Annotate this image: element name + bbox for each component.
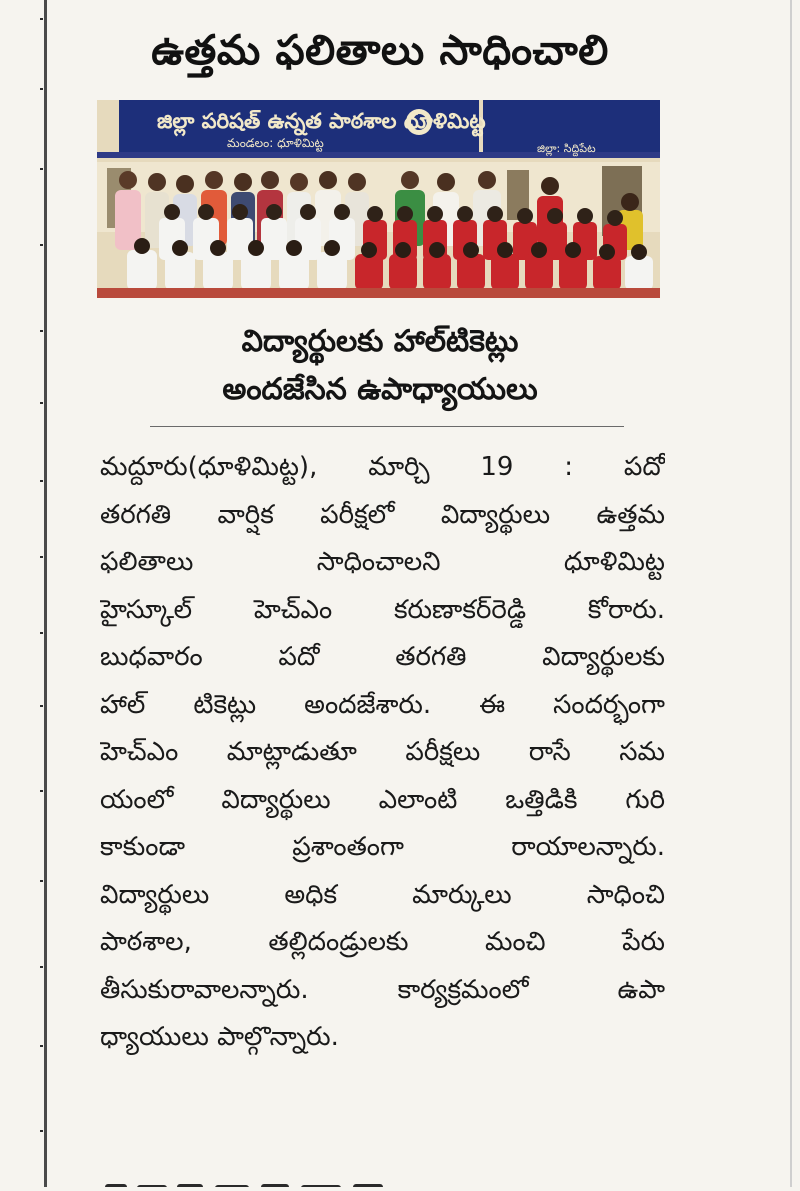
body-line: తీసుకురావాలన్నారు. కార్యక్రమంలో ఉపా	[100, 974, 665, 1005]
banner-left-title: జిల్లా పరిషత్ ఉన్నత పాఠశాల ధూళిమిట్ట	[157, 109, 486, 133]
body-line: హాల్ టికెట్లు అందజేశారు. ఈ సందర్భంగా	[100, 689, 665, 720]
body-line: విద్యార్థులు అధిక మార్కులు సాధించి	[100, 879, 665, 910]
next-article-fragment	[97, 1176, 417, 1187]
body-line: హెచ్‌ఎం మాట్లాడుతూ పరీక్షలు రాసే సమ	[100, 737, 665, 767]
adjacent-column-edge	[0, 0, 44, 1187]
column-rule-left	[44, 0, 47, 1187]
body-line: బుధవారం పదో తరగతి విద్యార్థులకు	[100, 642, 665, 672]
body-line: పాఠశాల, తల్లిదండ్రులకు మంచి పేరు	[100, 927, 665, 957]
body-line: ధ్యాయులు పాల్గొన్నారు.	[100, 1022, 339, 1052]
body-line: హైస్కూల్ హెచ్‌ఎం కరుణాకర్‌రెడ్డి కోరారు.	[100, 594, 665, 625]
article-photo	[97, 100, 660, 298]
body-line: మద్దూరు(ధూళిమిట్ట), మార్చి 19 : పదో	[100, 452, 665, 482]
school-group-photo	[97, 100, 660, 298]
subheadline-line-1: విద్యార్థులకు హాల్‌టికెట్లు	[241, 324, 519, 359]
banner-right-sub: జిల్లా: సిద్దిపేట	[537, 142, 596, 155]
article-body	[100, 444, 665, 1062]
article-headline: ఉత్తమ ఫలితాలు సాధించాలి	[151, 26, 609, 74]
body-line: కాకుండా ప్రశాంతంగా రాయాలన్నారు.	[100, 832, 665, 862]
column-rule-right	[790, 0, 792, 1187]
subheadline-divider	[150, 426, 624, 427]
banner-left-sub: మండలం: ధూళిమిట్ట	[227, 136, 324, 150]
article-subheadline	[100, 318, 660, 414]
body-line: యంలో విద్యార్థులు ఎలాంటి ఒత్తిడికి గురి	[100, 784, 665, 815]
body-line: ఫలితాలు సాధించాలని ధూళిమిట్ట	[100, 547, 665, 577]
subheadline-line-2: అందజేసిన ఉపాధ్యాయులు	[222, 372, 538, 407]
body-line: తరగతి వార్షిక పరీక్షలో విద్యార్థులు ఉత్తమ	[100, 499, 665, 530]
